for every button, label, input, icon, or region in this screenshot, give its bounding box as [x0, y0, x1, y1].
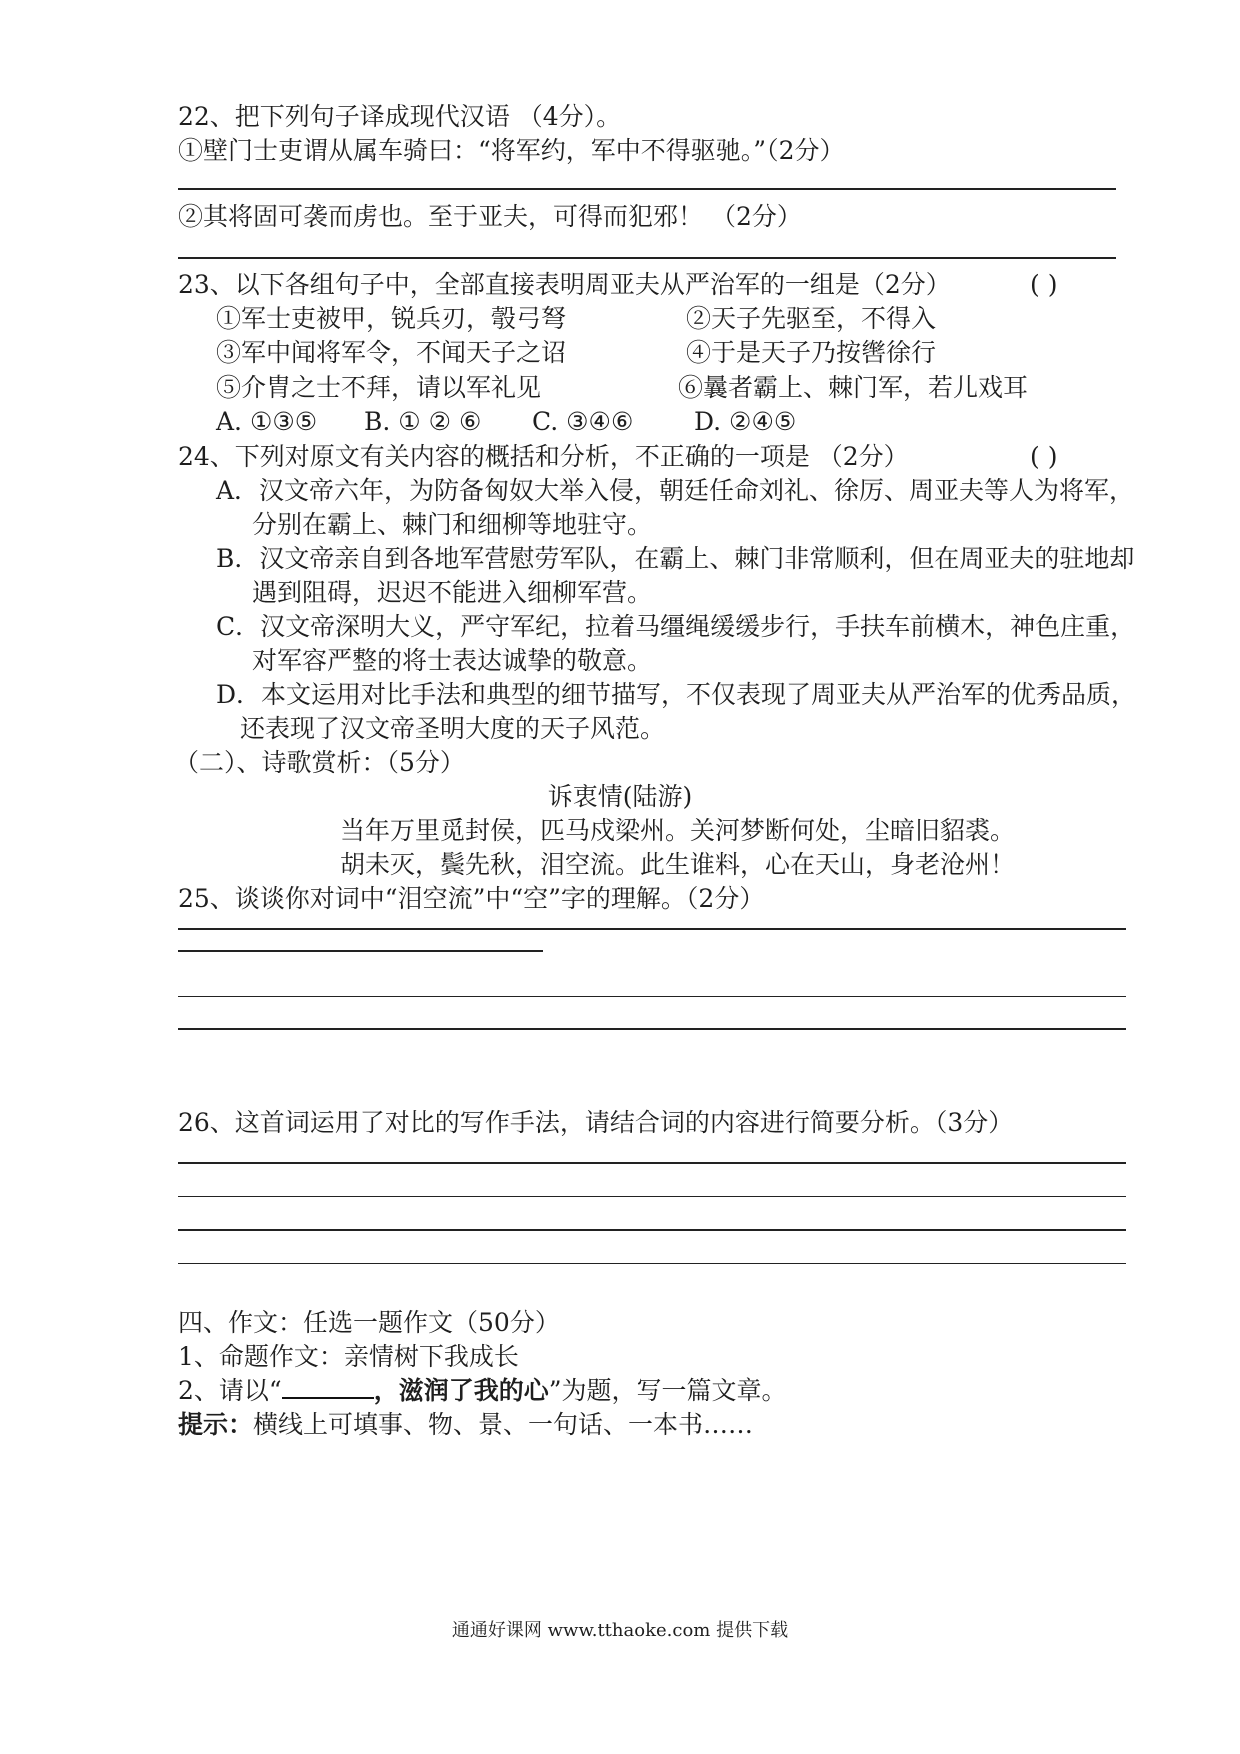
- answer-line[interactable]: [178, 950, 543, 952]
- answer-line[interactable]: [178, 257, 1116, 259]
- q24-option-a[interactable]: A．汉文帝六年，为防备匈奴大举入侵，朝廷任命刘礼、徐厉、周亚夫等人为将军，: [216, 476, 1135, 505]
- title-blank[interactable]: [282, 1375, 374, 1399]
- q24-answer-paren[interactable]: ( ): [1030, 442, 1058, 471]
- answer-line[interactable]: [178, 188, 1116, 190]
- q23-answer-paren[interactable]: ( ): [1030, 270, 1058, 299]
- q24-stem: 24、下列对原文有关内容的概括和分析，不正确的一项是 （2分）: [178, 442, 909, 471]
- q23-item: ①军士吏被甲，锐兵刃，彀弓弩: [216, 304, 567, 333]
- q24-option-c-cont: 对军容严整的将士表达诚挚的敬意。: [252, 646, 653, 675]
- hint-text: 横线上可填事、物、景、一句话、一本书……: [253, 1410, 754, 1439]
- hint-label: 提示：: [178, 1410, 254, 1439]
- answer-line[interactable]: [178, 1229, 1126, 1231]
- q23-option-d[interactable]: D. ②④⑤: [694, 407, 797, 436]
- page-footer: 通通好课网 www.tthaoke.com 提供下载: [451, 1620, 789, 1641]
- essay-hint: [178, 1408, 753, 1442]
- essay-option-2-prefix: 2、请以“: [178, 1376, 282, 1405]
- q23-option-a[interactable]: A. ①③⑤: [216, 407, 318, 436]
- section-2-heading: （二）、诗歌赏析：（5分）: [174, 748, 465, 777]
- q23-item: ④于是天子乃按辔徐行: [686, 338, 937, 367]
- answer-line[interactable]: [178, 996, 1126, 997]
- poem-line-1: 当年万里觅封侯，匹马戍梁州。关河梦断何处，尘暗旧貂裘。: [340, 816, 1016, 845]
- answer-line[interactable]: [178, 1028, 1126, 1030]
- q24-option-b-cont: 遇到阻碍，迟迟不能进入细柳军营。: [252, 578, 653, 607]
- q24-option-a-cont: 分别在霸上、棘门和细柳等地驻守。: [252, 510, 653, 539]
- q26-stem: 26、这首词运用了对比的写作手法，请结合词的内容进行简要分析。（3分）: [178, 1108, 1014, 1137]
- q22-sentence-1: ①壁门士吏谓从属车骑曰：“将军约，军中不得驱驰。”（2分）: [178, 136, 845, 165]
- section-4-heading: 四、作文：任选一题作文（50分）: [178, 1308, 560, 1337]
- q24-option-d-cont: 还表现了汉文帝圣明大度的天子风范。: [240, 714, 666, 743]
- answer-line[interactable]: [178, 928, 1126, 930]
- q23-option-b[interactable]: B. ① ② ⑥: [364, 407, 482, 436]
- q23-item: ③军中闻将军令，不闻天子之诏: [216, 338, 567, 367]
- q24-option-b[interactable]: B．汉文帝亲自到各地军营慰劳军队，在霸上、棘门非常顺利，但在周亚夫的驻地却: [216, 544, 1135, 573]
- q23-stem: 23、以下各组句子中，全部直接表明周亚夫从严治军的一组是（2分）: [178, 270, 951, 299]
- q22-stem: 22、把下列句子译成现代汉语 （4分）。: [178, 102, 622, 131]
- answer-line[interactable]: [178, 1162, 1126, 1164]
- poem-title: 诉衷情(陆游): [547, 782, 693, 811]
- q22-sentence-2: ②其将固可袭而虏也。至于亚夫，可得而犯邪！ （2分）: [178, 202, 802, 231]
- q23-options: [216, 405, 796, 439]
- q25-stem: 25、谈谈你对词中“泪空流”中“空”字的理解。（2分）: [178, 884, 765, 913]
- answer-line[interactable]: [178, 1196, 1126, 1197]
- q24-option-c[interactable]: C．汉文帝深明大义，严守军纪，拉着马缰绳缓缓步行，手扶车前横木，神色庄重，: [216, 612, 1136, 641]
- essay-option-1: 1、命题作文：亲情树下我成长: [178, 1342, 519, 1371]
- essay-option-2-suffix: ”为题，写一篇文章。: [548, 1376, 787, 1405]
- q23-option-c[interactable]: C. ③④⑥: [532, 407, 634, 436]
- answer-line[interactable]: [178, 1263, 1126, 1264]
- q23-item: ⑥曩者霸上、棘门军，若儿戏耳: [678, 373, 1029, 402]
- q23-item: ②天子先驱至，不得入: [686, 304, 937, 333]
- q23-item: ⑤介胄之士不拜，请以军礼见: [216, 373, 542, 402]
- essay-option-2-title: ，滋润了我的心: [373, 1376, 549, 1405]
- poem-line-2: 胡未灭，鬓先秋，泪空流。此生谁料，心在天山，身老沧州！: [340, 850, 1016, 879]
- q24-option-d[interactable]: D．本文运用对比手法和典型的细节描写，不仅表现了周亚夫从严治军的优秀品质，: [216, 680, 1137, 709]
- essay-option-2: [178, 1374, 787, 1408]
